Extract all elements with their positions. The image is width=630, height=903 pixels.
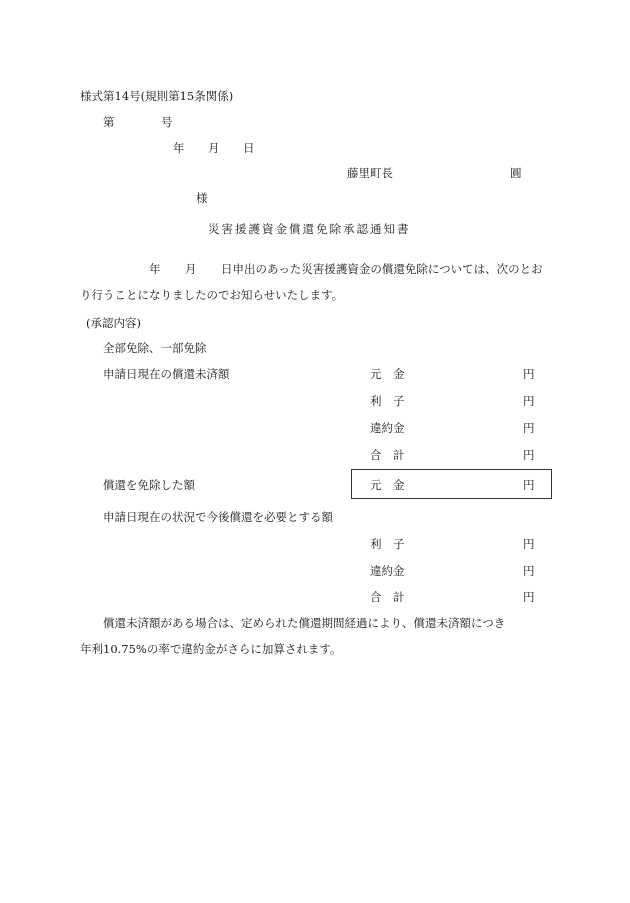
exemption-type: 全部免除、一部免除 [103, 341, 207, 355]
outstanding-principal-unit: 円 [523, 367, 535, 381]
outstanding-amount-label: 申請日現在の償還未済額 [103, 367, 230, 381]
outstanding-principal-label: 元 金 [370, 367, 405, 381]
remaining-amount-label: 申請日現在の状況で今後償還を必要とする額 [103, 510, 333, 524]
outstanding-penalty-unit: 円 [523, 421, 535, 435]
outstanding-total-label: 合 計 [370, 448, 405, 462]
date-month-label: 月 [208, 141, 220, 155]
remaining-interest-label: 利 子 [370, 537, 405, 551]
remaining-penalty-unit: 円 [523, 564, 535, 578]
remaining-total-label: 合 計 [370, 590, 405, 604]
addressee-honorific: 様 [196, 191, 208, 205]
application-month-label: 月 [185, 262, 197, 276]
seal-mark: 圓 [510, 166, 522, 180]
body-text-line-2: り行うことになりましたのでお知らせいたします。 [80, 288, 344, 302]
exempted-principal-unit: 円 [523, 478, 535, 492]
document-number-prefix: 第 [103, 115, 115, 129]
date-year-label: 年 [173, 141, 185, 155]
outstanding-interest-unit: 円 [523, 394, 535, 408]
application-year-label: 年 [149, 262, 161, 276]
outstanding-interest-label: 利 子 [370, 394, 405, 408]
remaining-interest-unit: 円 [523, 537, 535, 551]
outstanding-total-unit: 円 [523, 448, 535, 462]
outstanding-penalty-label: 違約金 [370, 421, 405, 435]
issuer-title: 藤里町長 [347, 166, 393, 180]
notice-line-1: 償還未済額がある場合は、定められた償還期間経過により、償還未済額につき [103, 616, 506, 630]
document-number-suffix: 号 [161, 115, 173, 129]
form-number: 様式第14号(規則第15条関係) [80, 89, 234, 103]
remaining-total-unit: 円 [523, 590, 535, 604]
document-title: 災害援護資金償還免除承認通知書 [208, 222, 411, 236]
remaining-penalty-label: 違約金 [370, 564, 405, 578]
date-day-label: 日 [243, 141, 255, 155]
body-text-line-1: 日申出のあった災害援護資金の償還免除については、次のとお [221, 262, 543, 276]
exempted-principal-label: 元 金 [370, 478, 405, 492]
exempted-amount-label: 償還を免除した額 [103, 478, 195, 492]
approval-section-label: (承認内容) [86, 316, 141, 330]
notice-line-2: 年利10.75%の率で違約金がさらに加算されます。 [80, 642, 342, 656]
